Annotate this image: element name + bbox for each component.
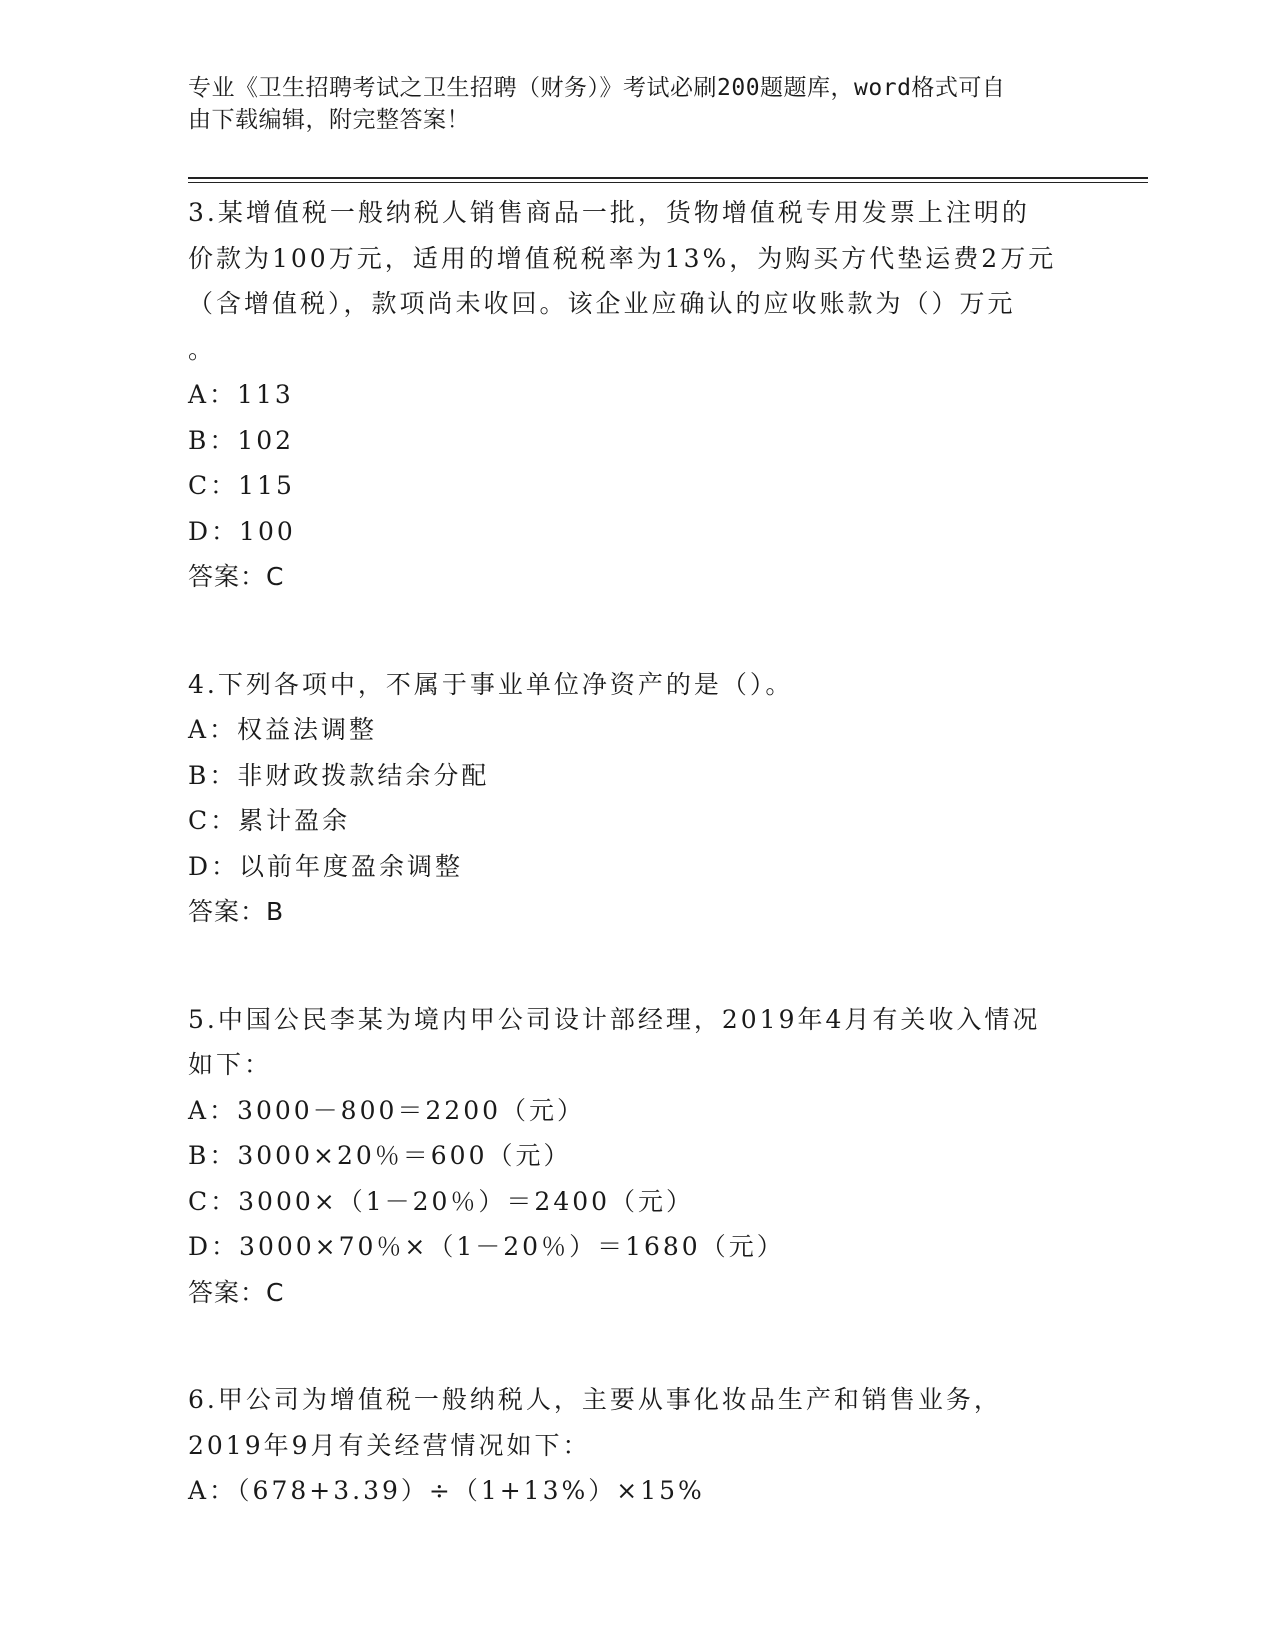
question-stem [188,662,1088,708]
answer: 答案：C [188,562,285,591]
header-rule-thick [188,177,1148,179]
option-c: C：3000×（1－20％）＝2400（元） [188,1186,695,1216]
header-line-1: 专业《卫生招聘考试之卫生招聘（财务）》考试必刷200题题库，word格式可自 [188,75,1006,101]
question-stem [188,997,1088,1088]
header-rule-thin [188,182,1148,183]
question-3 [188,190,1088,600]
spacer [188,600,1088,662]
option-a: A：3000－800＝2200（元） [188,1095,586,1125]
question-list [188,190,1088,1514]
spacer [188,1315,1088,1377]
option-d: D：100 [188,516,296,546]
answer: 答案：B [188,897,285,926]
stem-line: 2019年9月有关经营情况如下： [188,1430,591,1460]
question-5 [188,997,1088,1316]
question-stem [188,190,1088,372]
option-b: B：3000×20％＝600（元） [188,1141,572,1170]
option-c: C：累计盈余 [188,806,351,835]
option-a: A：（678+3.39）÷（1+13%）×15% [188,1476,705,1505]
stem-line: （含增值税），款项尚未收回。该企业应确认的应收账款为（）万元 [188,289,1016,318]
stem-line: 6.甲公司为增值税一般纳税人，主要从事化妆品生产和销售业务， [188,1385,1002,1414]
option-d: D：3000×70％×（1－20％）＝1680（元） [188,1232,785,1261]
spacer [188,935,1088,997]
option-a: A：权益法调整 [188,715,378,744]
stem-line: 如下： [188,1050,273,1079]
option-c: C：115 [188,471,295,500]
question-6 [188,1377,1088,1514]
stem-line: 价款为100万元，适用的增值税税率为13%，为购买方代垫运费2万元 [188,243,1057,273]
stem-line: 3.某增值税一般纳税人销售商品一批，货物增值税专用发票上注明的 [188,198,1030,227]
option-a: A：113 [188,380,294,409]
question-stem [188,1377,1088,1468]
stem-line: 。 [188,334,217,364]
option-b: B：非财政拨款结余分配 [188,760,490,790]
stem-line: 4.下列各项中，不属于事业单位净资产的是（）。 [188,669,794,699]
answer: 答案：C [188,1277,285,1307]
option-b: B：102 [188,425,295,455]
document-header [188,72,1068,136]
question-4 [188,662,1088,935]
option-d: D：以前年度盈余调整 [188,851,464,881]
header-line-2: 由下载编辑，附完整答案！ [188,107,470,133]
stem-line: 5.中国公民李某为境内甲公司设计部经理，2019年4月有关收入情况 [188,1004,1041,1034]
